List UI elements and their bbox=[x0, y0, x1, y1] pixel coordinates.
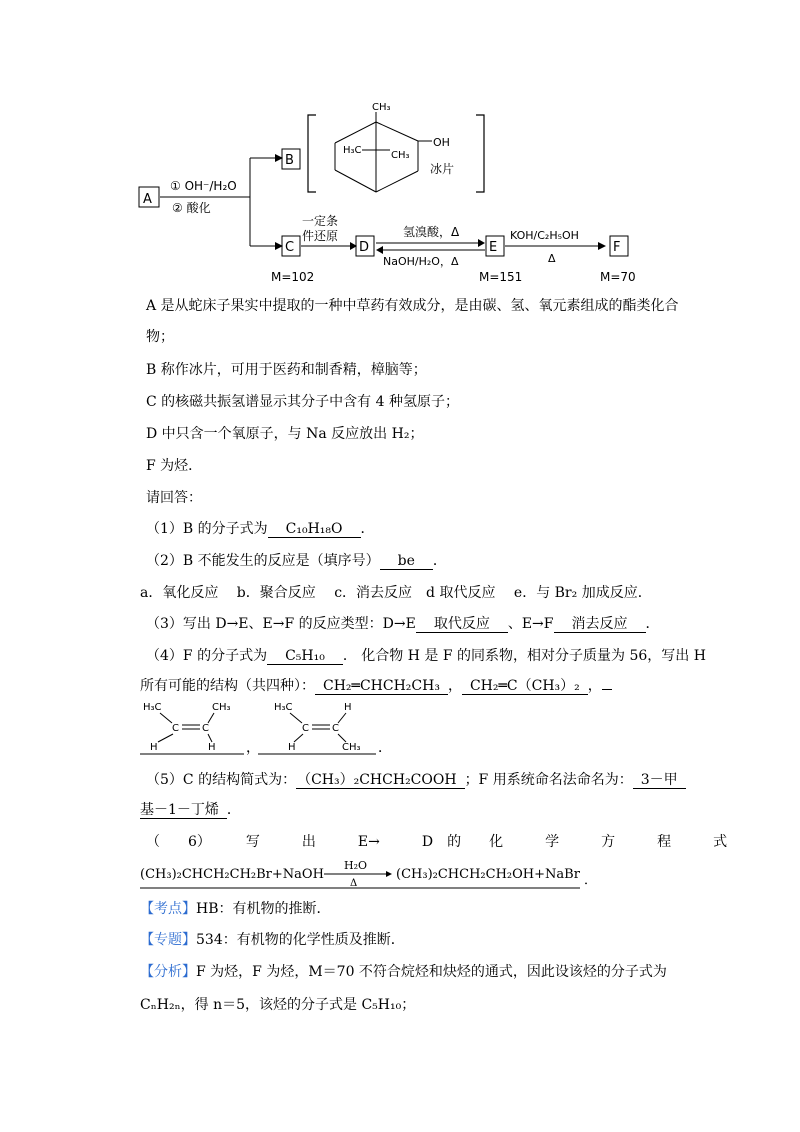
borneol-oh: OH bbox=[433, 136, 450, 149]
step-d-e-condition: 氢溴酸，Δ bbox=[403, 225, 460, 239]
right-bracket bbox=[476, 115, 484, 192]
info-line-5: D 中只含一个氧原子，与 Na 反应放出 H₂； bbox=[146, 426, 424, 442]
trans-bl: H bbox=[288, 742, 296, 753]
left-bracket bbox=[308, 115, 316, 192]
cis-2-butene-structure bbox=[140, 696, 250, 756]
q4-sep-2: ， bbox=[587, 678, 602, 694]
q4-text-3: 所有可能的结构（共四种）： bbox=[140, 678, 315, 694]
q1-text: （1）B 的分子式为 bbox=[146, 521, 268, 537]
q5-answer-2a: 3－甲 bbox=[633, 772, 686, 789]
kaodian bbox=[140, 899, 331, 919]
q4-line-2 bbox=[140, 676, 612, 696]
q6-equation bbox=[140, 854, 600, 890]
mass-e: M=151 bbox=[479, 270, 523, 284]
q2-text: （2）B 不能发生的反应是（填序号） bbox=[146, 553, 380, 569]
info-line-1: A 是从蛇床子果实中提取的一种中草药有效成分，是由碳、氢、氧元素组成的酯类化合 bbox=[146, 298, 679, 314]
cis-c1: C bbox=[172, 723, 179, 734]
cis-bl: H bbox=[150, 742, 158, 753]
q5-end: ． bbox=[226, 802, 241, 818]
question-5-line-2 bbox=[140, 800, 241, 820]
fenxi-line-2: CₙH₂ₙ，得 n＝5，该烃的分子式是 C₅H₁₀； bbox=[140, 997, 416, 1013]
q2-options: a．氧化反应 b．聚合反应 c．消去反应 d 取代反应 e．与 Br₂ 加成反应． bbox=[140, 585, 652, 601]
q4-isomer-2: CH₂═C（CH₃）₂ bbox=[462, 678, 588, 695]
step-e-f-heat: Δ bbox=[548, 252, 556, 265]
box-a-label: A bbox=[143, 192, 152, 207]
cis-tr: CH₃ bbox=[212, 702, 231, 713]
info-line-2: 物； bbox=[146, 329, 174, 345]
box-d-label: D bbox=[359, 240, 370, 255]
q5-answer-1: （CH₃）₂CHCH₂COOH bbox=[296, 772, 464, 789]
box-b-label: B bbox=[285, 153, 294, 168]
trans-br: CH₃ bbox=[342, 742, 361, 753]
cis-tl: H₃C bbox=[143, 702, 162, 713]
question-4 bbox=[146, 646, 706, 666]
mass-f: M=70 bbox=[600, 270, 636, 284]
q3-text: （3）写出 D→E、E→F 的反应类型：D→E bbox=[146, 616, 416, 632]
q4-end: ． bbox=[378, 740, 392, 756]
trans-2-butene-structure bbox=[258, 696, 380, 756]
borneol-ch3-top: CH₃ bbox=[372, 102, 391, 113]
q4-text-1: （4）F 的分子式为 bbox=[146, 648, 268, 664]
trans-tr: H bbox=[344, 702, 352, 713]
step-e-f-condition: KOH/C₂H₅OH bbox=[510, 229, 579, 242]
q3-answer-2: 消去反应 bbox=[554, 616, 646, 633]
kaodian-text: HB：有机物的推断． bbox=[196, 901, 331, 917]
info-line-6: F 为烃． bbox=[146, 458, 203, 474]
borneol-h3c: H₃C bbox=[343, 145, 362, 156]
q4-text-2: ． 化合物 H 是 F 的同系物，相对分子质量为 56，写出 H bbox=[342, 648, 706, 664]
q3-answer-1: 取代反应 bbox=[416, 616, 508, 633]
q6-reactants: (CH₃)₂CHCH₂CH₂Br+NaOH bbox=[140, 867, 324, 882]
borneol-ch3-mid: CH₃ bbox=[391, 150, 410, 161]
info-line-7: 请回答： bbox=[146, 490, 202, 506]
q5-text-2: ；F 用系统命名法命名为： bbox=[464, 772, 633, 788]
zhuanti bbox=[140, 930, 405, 950]
fenxi bbox=[140, 962, 667, 982]
trans-tl: H₃C bbox=[274, 702, 293, 713]
step-c-d-condition-1: 一定条 bbox=[302, 214, 339, 228]
step-a-condition-2: ② 酸化 bbox=[172, 201, 211, 215]
trans-c1: C bbox=[302, 723, 309, 734]
q1-answer: C₁₀H₁₈O bbox=[268, 521, 361, 538]
q6-end: ． bbox=[584, 873, 598, 888]
fenxi-text: F 为烃，F 为烃，M＝70 不符合烷烃和炔烃的通式，因此设该烃的分子式为 bbox=[196, 964, 667, 980]
question-1 bbox=[146, 519, 375, 539]
q4-isomer-1: CH₂═CHCH₂CH₃ bbox=[315, 678, 448, 695]
trans-c2: C bbox=[332, 723, 339, 734]
q4-sep-1: ， bbox=[447, 678, 462, 694]
zhuanti-label: 【专题】 bbox=[140, 932, 196, 948]
question-2 bbox=[146, 551, 447, 571]
cis-c2: C bbox=[202, 723, 209, 734]
q5-answer-2b: 基－1－丁烯 bbox=[140, 802, 227, 819]
q6-products: (CH₃)₂CHCH₂CH₂OH+NaBr bbox=[396, 867, 580, 882]
step-c-d-condition-2: 件还原 bbox=[302, 229, 339, 243]
borneol-name: 冰片 bbox=[430, 162, 455, 176]
q6-over-arrow: H₂O bbox=[344, 859, 368, 872]
box-e-label: E bbox=[489, 240, 498, 255]
box-f-label: F bbox=[613, 240, 621, 255]
mass-c: M=102 bbox=[271, 270, 315, 284]
cis-br: H bbox=[208, 742, 216, 753]
q5-text-1: （5）C 的结构简式为： bbox=[146, 772, 297, 788]
step-e-d-condition: NaOH/H₂O，Δ bbox=[383, 255, 459, 268]
kaodian-label: 【考点】 bbox=[140, 901, 196, 917]
question-3 bbox=[146, 614, 660, 634]
fenxi-label: 【分析】 bbox=[140, 964, 196, 980]
zhuanti-text: 534：有机物的化学性质及推断． bbox=[196, 932, 405, 948]
info-line-3: B 称作冰片，可用于医药和制香精，樟脑等； bbox=[146, 362, 427, 378]
q2-end: ． bbox=[432, 553, 447, 569]
info-line-4: C 的核磁共振氢谱显示其分子中含有 4 种氢原子； bbox=[146, 394, 459, 410]
question-6: （ 6） 写 出 E→ D 的 化 学 方 程 式 bbox=[146, 834, 728, 850]
q4-answer-f: C₅H₁₀ bbox=[267, 648, 343, 665]
reaction-scheme bbox=[0, 0, 800, 290]
step-a-condition-1: ① OH⁻/H₂O bbox=[170, 179, 237, 193]
q1-end: ． bbox=[360, 521, 375, 537]
question-5 bbox=[146, 770, 686, 790]
q3-end: ． bbox=[645, 616, 660, 632]
q4-sep-3: ， bbox=[246, 740, 260, 756]
box-c-label: C bbox=[285, 240, 295, 255]
q3-mid: 、E→F bbox=[507, 616, 554, 632]
q2-answer: be bbox=[380, 553, 433, 570]
q6-under-arrow: Δ bbox=[350, 878, 358, 889]
